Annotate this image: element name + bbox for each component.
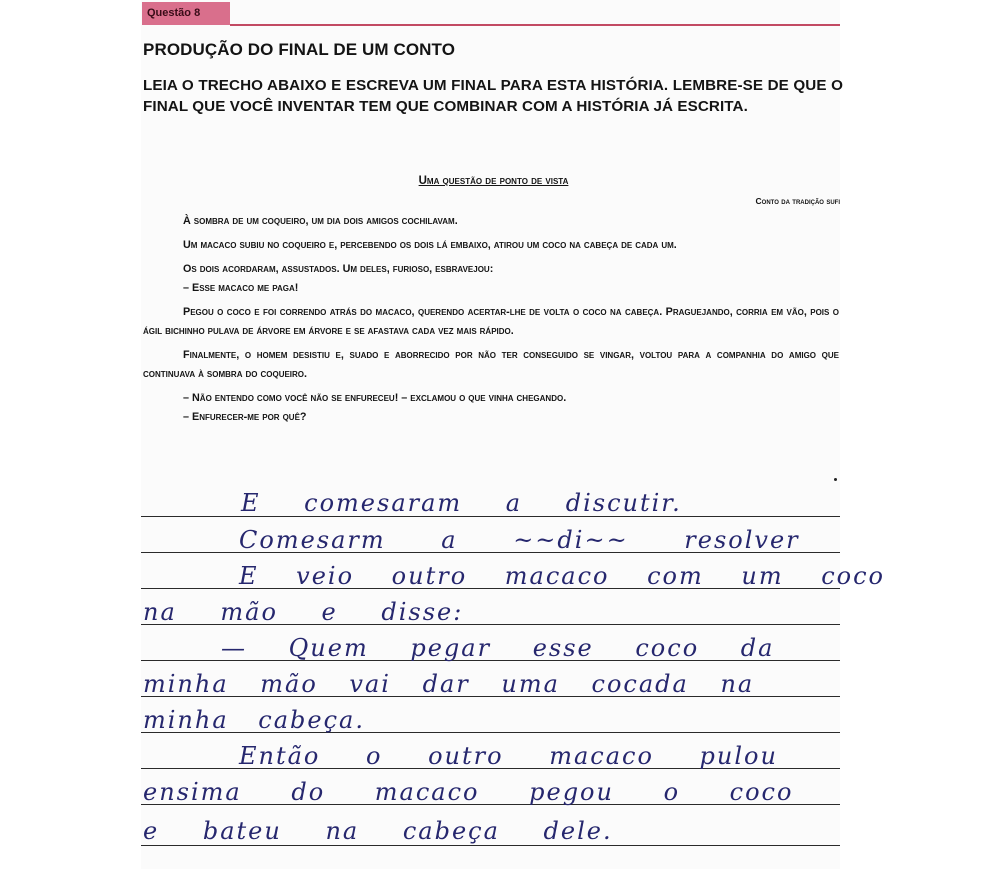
question-header (141, 0, 840, 28)
handwriting-line: Então o outro macaco pulou (239, 742, 778, 770)
answer-rule (141, 845, 840, 846)
story-title: Uma questão de ponto de vista (418, 175, 569, 187)
exam-sheet (141, 0, 886, 869)
handwriting-line: minha cabeça. (143, 706, 365, 734)
story-paragraph: Os dois acordaram, assustados. Um deles, furioso, esbravejou: (183, 263, 494, 275)
story-paragraph: Pegou o coco e foi correndo atrás do macaco, querendo acertar-lhe de volta o coco na cabeça. Praguejando, corria em vão, pois o ágil bichinho pulava de árvore em árvore e se afastava cada vez mais rápido. (143, 306, 839, 337)
handwriting-line: E comesaram a discutir. (241, 489, 682, 517)
story-paragraph: – Não entendo como você não se enfureceu! – exclamou o que vinha chegando. (183, 392, 567, 404)
story-source: Conto da tradição sufi (755, 196, 840, 206)
handwriting-line: E veio outro macaco com um coco (239, 562, 886, 590)
story-paragraph: Finalmente, o homem desistiu e, suado e aborrecido por não ter conseguido se vingar, voltou para a companhia do amigo que continuava à sombra do coqueiro. (143, 349, 839, 380)
ink-dot (834, 478, 837, 481)
handwriting-line: Comesarm a ~~di~~ resolver (239, 526, 800, 554)
handwriting-line: ensima do macaco pegou o coco (143, 778, 794, 806)
handwriting-line: na mão e disse: (143, 598, 464, 626)
section-heading: PRODUÇÃO DO FINAL DE UM CONTO (143, 40, 456, 59)
story-paragraph: – Enfurecer-me por quê? (183, 411, 307, 423)
story-paragraph: Um macaco subiu no coqueiro e, percebendo os dois lá embaixo, atirou um coco na cabeça de cada um. (183, 239, 677, 251)
story-paragraph: À sombra de um coqueiro, um dia dois amigos cochilavam. (183, 215, 458, 227)
question-tag: Questão 8 (142, 2, 230, 25)
handwriting-line: — Quem pegar esse coco da (221, 634, 775, 662)
instructions: LEIA O TRECHO ABAIXO E ESCREVA UM FINAL PARA ESTA HISTÓRIA. LEMBRE-SE DE QUE O FINAL QUE VOCÊ INVENTAR TEM QUE COMBINAR COM A HISTÓRIA JÁ ESCRITA. (143, 77, 843, 115)
story-paragraph: – Esse macaco me paga! (183, 282, 299, 294)
handwriting-area (141, 483, 886, 863)
handwriting-line: e bateu na cabeça dele. (143, 817, 613, 845)
story-text (143, 212, 839, 427)
header-rule (230, 24, 840, 26)
handwriting-line: minha mão vai dar uma cocada na (143, 670, 755, 698)
